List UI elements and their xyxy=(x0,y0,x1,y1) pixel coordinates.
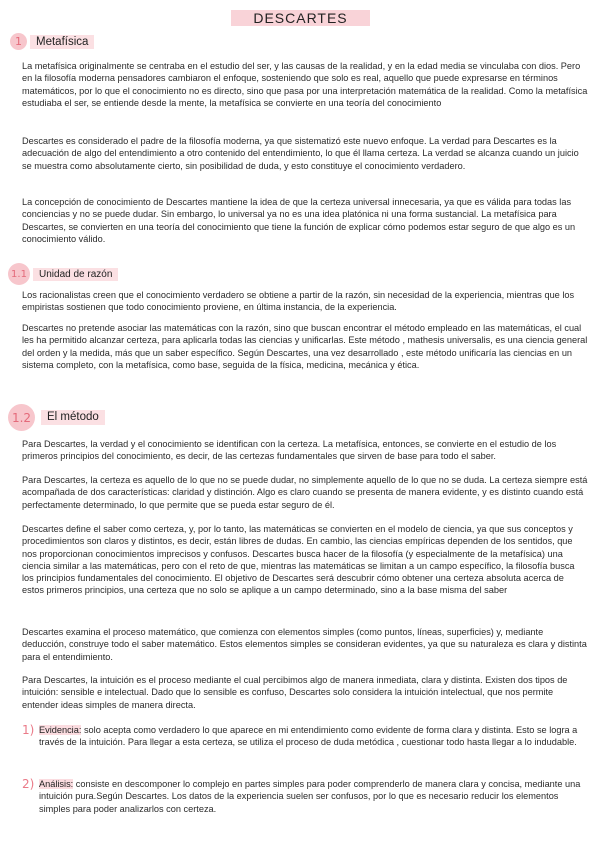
section-title: El método xyxy=(41,410,105,425)
paragraph: Descartes examina el proceso matemático, que comienza con elementos simples (como puntos, líneas, superficies) y, mediante deducción, construye todo el saber matemático. Estos elementos simples se consideran evidentes, ya que su naturaleza es clara y distinta para el entendimiento. xyxy=(22,627,587,662)
section-header-unidad-de-razon xyxy=(8,263,118,285)
list-term: Análisis: xyxy=(39,779,74,789)
section-header-metafisica xyxy=(10,33,94,50)
list-term: Evidencia: xyxy=(39,725,82,735)
section-number-badge: 1.2 xyxy=(8,404,35,431)
title-wrap xyxy=(0,10,601,28)
section-number-badge: 1 xyxy=(10,33,27,50)
paragraph: Para Descartes, la verdad y el conocimiento se identifican con la certeza. La metafísica, entonces, se convierte en el estudio de los primeros principios del conocimiento, es decir, de las certezas fundamentales que sirven de base para todo el saber. xyxy=(22,439,557,462)
list-text: consiste en descomponer lo complejo en partes simples para poder comprenderlo de manera clara y concisa, mediante una intuición pura.Según Descartes. Los datos de la experiencia suelen ser confusos, por lo que es necesario reducir los elementos simples para poder analizarlos con certeza. xyxy=(39,779,581,814)
list-text: solo acepta como verdadero lo que aparece en mi entendimiento como evidente de forma clara y distinta. Esto se logra a través de la intuición. Para llegar a esta certeza, se utiliza el proceso de duda metódica , cuestionar todo hasta llegar a lo indudable. xyxy=(39,725,578,748)
section-title: Unidad de razón xyxy=(33,268,118,281)
list-item-analisis xyxy=(39,778,587,815)
section-number-badge: 1.1 xyxy=(8,263,30,285)
section-title: Metafísica xyxy=(30,35,94,49)
page-title: DESCARTES xyxy=(231,10,369,26)
list-number: 2) xyxy=(22,777,35,791)
paragraph: La concepción de conocimiento de Descartes mantiene la idea de que la certeza universal innecesaria, ya que es válida para todas las conciencias y no se puede dudar. Sin embargo, lo universal ya no es una idea platónica ni una forma sustancial. La metafísica para Descartes, se convierten en una teoría del conocimiento que tiene la función de explicar cómo podemos estar seguro de que algo es un conocimiento válido. xyxy=(22,197,576,244)
paragraph: Para Descartes, la intuición es el proceso mediante el cual percibimos algo de manera inmediata, clara y distinta. Existen dos tipos de intuición: sensible e intelectual. Dado que lo sensible es confuso, Descartes solo considera la intuición intelectual, que nos permite entender ideas simples de manera directa. xyxy=(22,675,568,710)
paragraph: Para Descartes, la certeza es aquello de lo que no se puede dudar, no simplemente aquello de lo que no se duda. La certeza siempre está acompañada de dos características: claridad y distinción. Algo es claro cuando se presenta de manera evidente, y es distinto cuando está perfectamente determinado, lo que permite que se pueda estar seguro de él. xyxy=(22,475,588,510)
paragraph: Descartes es considerado el padre de la filosofía moderna, ya que sistematizó este nuevo enfoque. La verdad para Descartes es la adecuación de algo del entendimiento a otro contenido del entendimiento, lo que él llama certeza. La verdad se alcanza cuando un juicio se muestra como absolutamente cierto, sin posibilidad de duda, y esto constituye el conocimiento verdadero. xyxy=(22,136,579,171)
paragraph: Descartes no pretende asociar las matemáticas con la razón, sino que buscan encontrar el método empleado en las matemáticas, el cual les ha permitido alcanzar certeza, para aplicarla todas las ciencias y unificarlas. Este método , mathesis universalis, es una ciencia general del orden y la medida, más que un saber específico. Según Descartes, una vez desarrollado , este método unificaría las ciencias en un sistema completo, con la metafísica, como base, seguida de la física, medicina, mecánica y ética. xyxy=(22,323,588,370)
list-number: 1) xyxy=(22,723,35,737)
paragraph: Descartes define el saber como certeza, y, por lo tanto, las matemáticas se convierten en el modelo de ciencia, ya que sus conceptos y procedimientos son claros y distintos, es decir, están libres de dudas. En cambio, las ciencias empíricas dependen de los sentidos, que nos proporcionan conocimientos imprecisos y confusos. Descartes busca hacer de la filosofía (y especialmente de la metafísica) una ciencia similar a las matemáticas, pero con el reto de que, mientras las matemáticas se limitan a un campo específico, la filosofía busca los principios fundamentales del conocimiento. El objetivo de Descartes será descubrir cómo obtener una certeza absoluta acerca de estos primeros principios, una certeza que no solo se aplique a un campo determinado, sino a la base misma del saber xyxy=(22,524,575,596)
section-header-el-metodo xyxy=(8,404,105,431)
list-item-evidencia xyxy=(39,724,587,749)
paragraph: Los racionalistas creen que el conocimiento verdadero se obtiene a partir de la razón, sin necesidad de la experiencia, mientras que los empiristas sostienen que todo conocimiento proviene, en última instancia, de la experiencia. xyxy=(22,290,575,313)
paragraph: La metafísica originalmente se centraba en el estudio del ser, y las causas de la realidad, y en la edad media se vinculaba con dios. Pero en la filosofía moderna pensadores cambiaron el enfoque, sosteniendo que solo es real, aquello que puede expresarse en términos matemáticos, por lo que el conocimiento no es directo, sino que pasa por una interpretación matemática de la realidad. Como la metafísica estudiaba el ser, se entiende desde la mente, la metafísica se convierte en una teoría del conocimiento xyxy=(22,61,588,108)
